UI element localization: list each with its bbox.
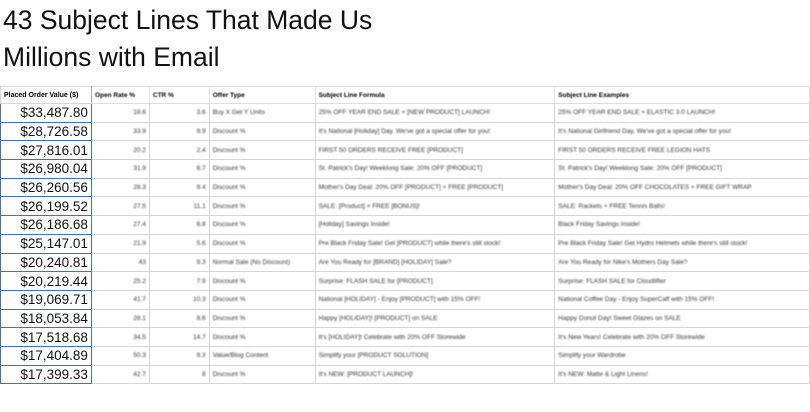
cell-placed-order-value[interactable]: $25,147.01 <box>1 234 92 253</box>
cell-subject-line-example[interactable]: Surprise: FLASH SALE for Cloudlifter <box>555 272 810 291</box>
cell-open-rate[interactable]: 28.3 <box>91 178 149 197</box>
cell-placed-order-value[interactable]: $26,199.52 <box>1 197 92 216</box>
table-row <box>1 178 810 197</box>
cell-subject-line-formula[interactable]: St. Patrick's Day! Weeklong Sale: 20% OFF [PRODUCT] <box>315 160 555 179</box>
cell-ctr[interactable]: 11.1 <box>149 197 209 216</box>
cell-open-rate[interactable]: 21.9 <box>91 234 149 253</box>
cell-ctr[interactable]: 6.7 <box>149 160 209 179</box>
table-row <box>1 365 810 384</box>
cell-open-rate[interactable]: 18.6 <box>91 104 149 123</box>
cell-ctr[interactable]: 6.8 <box>149 216 209 235</box>
cell-open-rate[interactable]: 50.3 <box>91 346 149 365</box>
table-row <box>1 290 810 309</box>
cell-offer-type[interactable]: Discount % <box>209 197 315 216</box>
cell-offer-type[interactable]: Discount % <box>209 178 315 197</box>
cell-placed-order-value[interactable]: $17,404.89 <box>1 346 92 365</box>
cell-ctr[interactable]: 7.9 <box>149 272 209 291</box>
cell-placed-order-value[interactable]: $17,399.33 <box>1 365 92 384</box>
cell-offer-type[interactable]: Discount % <box>209 160 315 179</box>
cell-subject-line-formula[interactable]: National [HOLIDAY] - Enjoy [PRODUCT] with 15% OFF! <box>315 290 555 309</box>
cell-subject-line-example[interactable]: SALE: Rackets + FREE Tennis Balls! <box>555 197 810 216</box>
table-row <box>1 160 810 179</box>
cell-ctr[interactable]: 9.3 <box>149 253 209 272</box>
subject-lines-table <box>0 86 810 384</box>
cell-subject-line-example[interactable]: Happy Donut Day! Sweet Glazes on SALE <box>555 309 810 328</box>
cell-offer-type[interactable]: Buy X Get Y Units <box>209 104 315 123</box>
cell-placed-order-value[interactable]: $26,980.04 <box>1 160 92 179</box>
table-row <box>1 141 810 160</box>
cell-placed-order-value[interactable]: $26,260.56 <box>1 178 92 197</box>
cell-subject-line-example[interactable]: Mother's Day Deal: 20% OFF CHOCOLATES + FREE GIFT WRAP <box>555 178 810 197</box>
cell-ctr[interactable]: 14.7 <box>149 328 209 347</box>
cell-subject-line-example[interactable]: Are You Ready for Nike's Mothers Day Sale? <box>555 253 810 272</box>
table-row <box>1 253 810 272</box>
header-subject-line-examples[interactable]: Subject Line Examples <box>555 87 810 104</box>
cell-subject-line-example[interactable]: It's National Girlfriend Day. We've got a special offer for you! <box>555 122 810 141</box>
cell-subject-line-formula[interactable]: Are You Ready for [BRAND] [HOLIDAY] Sale? <box>315 253 555 272</box>
table-row <box>1 309 810 328</box>
cell-open-rate[interactable]: 43 <box>91 253 149 272</box>
cell-placed-order-value[interactable]: $28,726.58 <box>1 122 92 141</box>
cell-subject-line-formula[interactable]: It's National [Holiday] Day. We've got a special offer for you! <box>315 122 555 141</box>
cell-offer-type[interactable]: Discount % <box>209 141 315 160</box>
cell-subject-line-example[interactable]: It's NEW: Matte & Light Linens! <box>555 365 810 384</box>
cell-open-rate[interactable]: 42.7 <box>91 365 149 384</box>
cell-open-rate[interactable]: 25.2 <box>91 272 149 291</box>
cell-placed-order-value[interactable]: $17,518.68 <box>1 328 92 347</box>
cell-subject-line-formula[interactable]: Surprise: FLASH SALE for [PRODUCT] <box>315 272 555 291</box>
cell-offer-type[interactable]: Discount % <box>209 309 315 328</box>
cell-offer-type[interactable]: Normal Sale (No Discount) <box>209 253 315 272</box>
cell-subject-line-formula[interactable]: Mother's Day Deal: 20% OFF [PRODUCT] + FREE [PRODUCT] <box>315 178 555 197</box>
table-row <box>1 272 810 291</box>
cell-offer-type[interactable]: Discount % <box>209 290 315 309</box>
cell-open-rate[interactable]: 31.9 <box>91 160 149 179</box>
cell-placed-order-value[interactable]: $19,069.71 <box>1 290 92 309</box>
cell-ctr[interactable]: 3.6 <box>149 104 209 123</box>
cell-ctr[interactable]: 9.4 <box>149 178 209 197</box>
cell-subject-line-formula[interactable]: 25% OFF YEAR END SALE + [NEW PRODUCT] LAUNCH! <box>315 104 555 123</box>
page-title-line-1: 43 Subject Lines That Made Us <box>3 5 373 35</box>
cell-subject-line-example[interactable]: National Coffee Day - Enjoy SuperCaff with 15% OFF! <box>555 290 810 309</box>
table-row <box>1 104 810 123</box>
spreadsheet <box>0 86 810 412</box>
cell-offer-type[interactable]: Discount % <box>209 216 315 235</box>
cell-subject-line-formula[interactable]: SALE: [Product] + FREE [BONUS]! <box>315 197 555 216</box>
cell-subject-line-example[interactable]: Pre Black Friday Sale! Get Hydro Helmets while there's still stock! <box>555 234 810 253</box>
cell-open-rate[interactable]: 33.9 <box>91 122 149 141</box>
cell-placed-order-value[interactable]: $18,053.84 <box>1 309 92 328</box>
cell-offer-type[interactable]: Discount % <box>209 365 315 384</box>
cell-subject-line-formula[interactable]: Simplify your [PRODUCT SOLUTION] <box>315 346 555 365</box>
header-ctr[interactable]: CTR % <box>149 87 209 104</box>
table-row <box>1 328 810 347</box>
cell-ctr[interactable]: 9.9 <box>149 122 209 141</box>
cell-subject-line-example[interactable]: 25% OFF YEAR END SALE + ELASTIC 3.0 LAUNCH! <box>555 104 810 123</box>
cell-subject-line-example[interactable]: It's New Years! Celebrate with 20% OFF Storewide <box>555 328 810 347</box>
cell-placed-order-value[interactable]: $27,816.01 <box>1 141 92 160</box>
cell-offer-type[interactable]: Discount % <box>209 328 315 347</box>
cell-subject-line-formula[interactable]: FIRST 50 ORDERS RECEIVE FREE [PRODUCT] <box>315 141 555 160</box>
cell-open-rate[interactable]: 34.5 <box>91 328 149 347</box>
table-row <box>1 234 810 253</box>
cell-offer-type[interactable]: Value/Blog Content <box>209 346 315 365</box>
table-row <box>1 197 810 216</box>
cell-offer-type[interactable]: Discount % <box>209 122 315 141</box>
cell-ctr[interactable]: 8 <box>149 365 209 384</box>
header-offer-type[interactable]: Offer Type <box>209 87 315 104</box>
cell-placed-order-value[interactable]: $20,240.81 <box>1 253 92 272</box>
cell-subject-line-example[interactable]: Black Friday Savings Inside! <box>555 216 810 235</box>
cell-open-rate[interactable]: 27.4 <box>91 216 149 235</box>
header-subject-line-formula[interactable]: Subject Line Formula <box>315 87 555 104</box>
cell-open-rate[interactable]: 27.5 <box>91 197 149 216</box>
table-row <box>1 122 810 141</box>
cell-ctr[interactable]: 10.3 <box>149 290 209 309</box>
cell-subject-line-example[interactable]: FIRST 50 ORDERS RECEIVE FREE LEGION HATS <box>555 141 810 160</box>
cell-open-rate[interactable]: 41.7 <box>91 290 149 309</box>
cell-ctr[interactable]: 5.6 <box>149 234 209 253</box>
cell-subject-line-example[interactable]: St. Patrick's Day! Weeklong Sale: 20% OFF [PRODUCT] <box>555 160 810 179</box>
cell-subject-line-formula[interactable]: [Holiday] Savings Inside! <box>315 216 555 235</box>
table-header-row <box>1 87 810 104</box>
cell-open-rate[interactable]: 28.1 <box>91 309 149 328</box>
header-open-rate[interactable]: Open Rate % <box>91 87 149 104</box>
cell-subject-line-formula[interactable]: Happy [HOLIDAY]! [PRODUCT] on SALE <box>315 309 555 328</box>
cell-subject-line-formula[interactable]: It's [HOLIDAY]! Celebrate with 20% OFF Storewide <box>315 328 555 347</box>
table-row <box>1 216 810 235</box>
table-row <box>1 346 810 365</box>
cell-subject-line-formula[interactable]: Pre Black Friday Sale! Get [PRODUCT] while there's still stock! <box>315 234 555 253</box>
cell-offer-type[interactable]: Discount % <box>209 234 315 253</box>
cell-ctr[interactable]: 8.6 <box>149 309 209 328</box>
table-body <box>1 104 810 384</box>
cell-placed-order-value[interactable]: $26,186.68 <box>1 216 92 235</box>
page-title <box>3 2 523 76</box>
page-title-line-2: Millions with Email <box>3 42 220 72</box>
cell-subject-line-formula[interactable]: It's NEW: [PRODUCT LAUNCH]! <box>315 365 555 384</box>
cell-ctr[interactable]: 9.3 <box>149 346 209 365</box>
cell-placed-order-value[interactable]: $20,219.44 <box>1 272 92 291</box>
cell-ctr[interactable]: 2.4 <box>149 141 209 160</box>
header-placed-order-value[interactable]: Placed Order Value ($) <box>1 87 92 104</box>
cell-offer-type[interactable]: Discount % <box>209 272 315 291</box>
cell-placed-order-value[interactable]: $33,487.80 <box>1 104 92 123</box>
cell-open-rate[interactable]: 20.2 <box>91 141 149 160</box>
cell-subject-line-example[interactable]: Simplify your Wardrobe <box>555 346 810 365</box>
